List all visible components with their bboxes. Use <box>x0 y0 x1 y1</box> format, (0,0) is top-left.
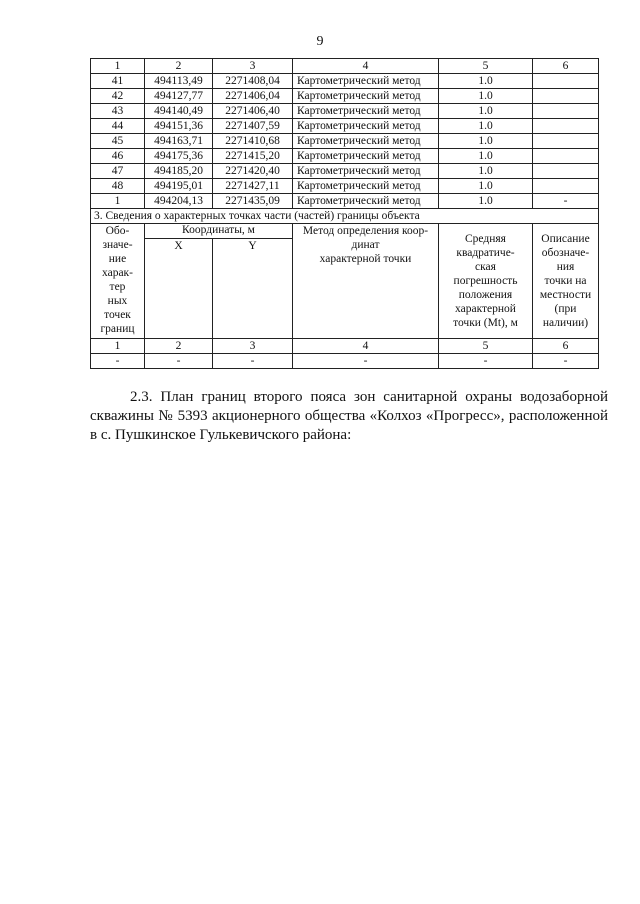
error-cell: 1.0 <box>439 149 533 164</box>
description-cell <box>533 104 599 119</box>
method-cell: Картометрический метод <box>293 179 439 194</box>
column-number-cell: 2 <box>145 59 213 74</box>
empty-cell: - <box>213 354 293 369</box>
y-coordinate-cell: 2271415,20 <box>213 149 293 164</box>
table-row <box>91 74 599 89</box>
point-number-cell: 46 <box>91 149 145 164</box>
x-coordinate-cell: 494113,49 <box>145 74 213 89</box>
empty-cell: - <box>293 354 439 369</box>
description-cell <box>533 89 599 104</box>
method-cell: Картометрический метод <box>293 194 439 209</box>
empty-cell: - <box>439 354 533 369</box>
column-number-row <box>91 59 599 74</box>
description-cell <box>533 179 599 194</box>
point-number-cell: 47 <box>91 164 145 179</box>
method-cell: Картометрический метод <box>293 89 439 104</box>
y-coordinate-cell: 2271406,04 <box>213 89 293 104</box>
column-number-cell: 6 <box>533 59 599 74</box>
description-cell <box>533 119 599 134</box>
table-row <box>91 119 599 134</box>
column-number-cell: 2 <box>145 339 213 354</box>
point-number-cell: 48 <box>91 179 145 194</box>
description-cell <box>533 134 599 149</box>
error-cell: 1.0 <box>439 164 533 179</box>
table-row <box>91 194 599 209</box>
x-coordinate-cell: 494151,36 <box>145 119 213 134</box>
point-number-cell: 42 <box>91 89 145 104</box>
method-cell: Картометрический метод <box>293 119 439 134</box>
x-coordinate-cell: 494195,01 <box>145 179 213 194</box>
description-cell <box>533 164 599 179</box>
description-cell: - <box>533 194 599 209</box>
section-3-title-row <box>91 209 599 224</box>
x-coordinate-cell: 494127,77 <box>145 89 213 104</box>
error-cell: 1.0 <box>439 119 533 134</box>
x-coordinate-cell: 494204,13 <box>145 194 213 209</box>
table-row <box>91 179 599 194</box>
column-number-cell: 3 <box>213 339 293 354</box>
method-cell: Картометрический метод <box>293 134 439 149</box>
section-3-title: 3. Сведения о характерных точках части (частей) границы объекта <box>91 209 599 224</box>
error-cell: 1.0 <box>439 179 533 194</box>
error-cell: 1.0 <box>439 194 533 209</box>
empty-cell: - <box>145 354 213 369</box>
error-cell: 1.0 <box>439 134 533 149</box>
coordinates-table-body <box>91 59 599 369</box>
point-number-cell: 41 <box>91 74 145 89</box>
column-number-cell: 5 <box>439 339 533 354</box>
table-row <box>91 104 599 119</box>
method-cell: Картометрический метод <box>293 74 439 89</box>
point-number-cell: 45 <box>91 134 145 149</box>
table-row <box>91 149 599 164</box>
column-number-cell: 1 <box>91 339 145 354</box>
empty-cell: - <box>91 354 145 369</box>
error-cell: 1.0 <box>439 74 533 89</box>
y-coordinate-cell: 2271407,59 <box>213 119 293 134</box>
y-coordinate-cell: 2271427,11 <box>213 179 293 194</box>
header-method: Метод определения коор- динат характерной точки <box>293 224 439 339</box>
section-2-3-paragraph: 2.3. План границ второго пояса зон санитарной охраны водозаборной скважины № 5393 акционерного общества «Колхоз «Прогресс», расположенной в с. Пушкинское Гулькевичского района: <box>90 389 608 443</box>
header-error: Средняя квадратиче- ская погрешность положения характерной точки (Mt), м <box>439 224 533 339</box>
empty-row <box>91 354 599 369</box>
x-coordinate-cell: 494140,49 <box>145 104 213 119</box>
table-row <box>91 164 599 179</box>
y-coordinate-cell: 2271410,68 <box>213 134 293 149</box>
column-number-cell: 6 <box>533 339 599 354</box>
page-number: 9 <box>316 34 324 49</box>
column-number-row-2 <box>91 339 599 354</box>
method-cell: Картометрический метод <box>293 149 439 164</box>
coordinates-table <box>90 58 599 369</box>
column-number-cell: 4 <box>293 339 439 354</box>
error-cell: 1.0 <box>439 104 533 119</box>
column-number-cell: 1 <box>91 59 145 74</box>
point-number-cell: 43 <box>91 104 145 119</box>
y-coordinate-cell: 2271420,40 <box>213 164 293 179</box>
header-coordinates: Координаты, м <box>145 224 293 239</box>
method-cell: Картометрический метод <box>293 164 439 179</box>
point-number-cell: 44 <box>91 119 145 134</box>
empty-cell: - <box>533 354 599 369</box>
column-number-cell: 4 <box>293 59 439 74</box>
y-coordinate-cell: 2271408,04 <box>213 74 293 89</box>
point-number-cell: 1 <box>91 194 145 209</box>
header-designation: Обо- значе- ние харак- тер ных точек границ <box>91 224 145 339</box>
y-coordinate-cell: 2271406,40 <box>213 104 293 119</box>
x-coordinate-cell: 494185,20 <box>145 164 213 179</box>
description-cell <box>533 74 599 89</box>
header-description: Описание обозначе- ния точки на местности (при наличии) <box>533 224 599 339</box>
x-coordinate-cell: 494175,36 <box>145 149 213 164</box>
method-cell: Картометрический метод <box>293 104 439 119</box>
table-row <box>91 89 599 104</box>
header-y: Y <box>213 239 293 339</box>
column-number-cell: 3 <box>213 59 293 74</box>
section-3-header-row <box>91 224 599 239</box>
header-x: X <box>145 239 213 339</box>
table-row <box>91 134 599 149</box>
x-coordinate-cell: 494163,71 <box>145 134 213 149</box>
column-number-cell: 5 <box>439 59 533 74</box>
y-coordinate-cell: 2271435,09 <box>213 194 293 209</box>
error-cell: 1.0 <box>439 89 533 104</box>
description-cell <box>533 149 599 164</box>
